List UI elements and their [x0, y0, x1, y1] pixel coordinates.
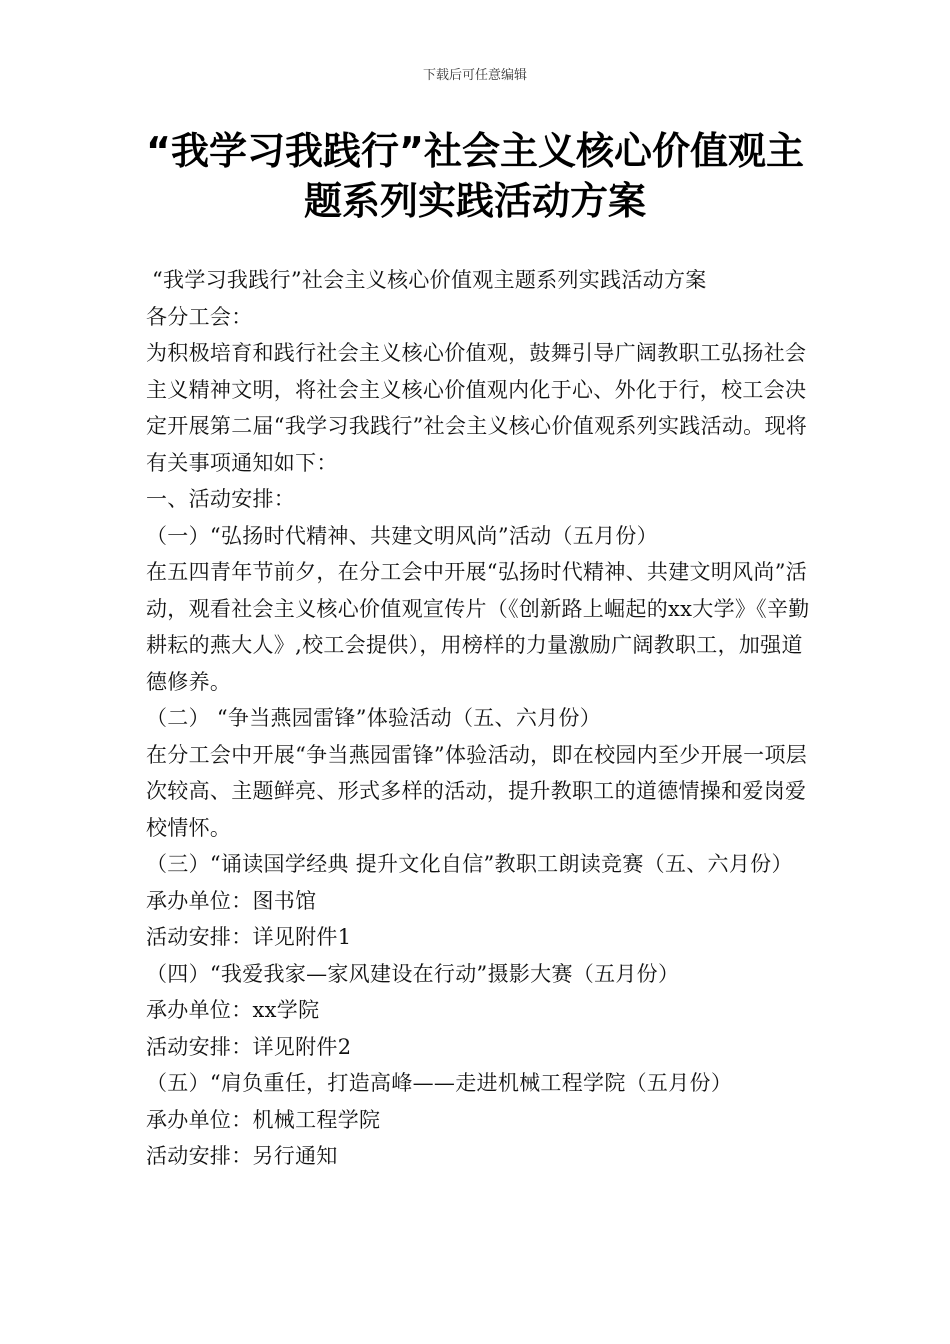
item-heading-4: （四）“我爱我家—家风建设在行动”摄影大赛（五月份） — [146, 961, 680, 986]
item-arrangement-5: 活动安排：另行通知 — [146, 1144, 338, 1168]
item-heading-1: （一）“弘扬时代精神、共建文明风尚”活动（五月份） — [146, 523, 658, 548]
item-heading-5: （五）“肩负重任，打造高峰——走进机械工程学院（五月份） — [146, 1071, 733, 1095]
item-paragraph-2: 在分工会中开展“争当燕园雷锋”体验活动，即在校园内至少开展一项层次较高、主题鲜亮、形式多样的活动，提升教职工的道德情操和爱岗爱校情怀。 — [146, 742, 808, 840]
intro-paragraph: 为积极培育和践行社会主义核心价值观，鼓舞引导广阔教职工弘扬社会主义精神文明，将社会主义核心价值观内化于心、外化于行，校工会决定开展第二届“我学习我践行”社会主义核心价值观系列实践活动。现将有关事项通知如下： — [146, 341, 808, 475]
item-heading-2: （二） “争当燕园雷锋”体验活动（五、六月份） — [146, 706, 602, 730]
item-organizer-3: 承办单位：图书馆 — [146, 888, 317, 913]
subtitle-paragraph: “我学习我践行”社会主义核心价值观主题系列实践活动方案 — [152, 268, 707, 292]
section-heading: 一、活动安排： — [146, 487, 296, 511]
item-arrangement-4: 活动安排：详见附件2 — [146, 1034, 352, 1059]
title-line-1: “我学习我践行”社会主义核心价值观主 — [146, 129, 804, 173]
item-paragraph-1: 在五四青年节前夕，在分工会中开展“弘扬时代精神、共建文明风尚”活动，观看社会主义核心价值观宣传片（《创新路上崛起的xx大学》《辛勤耕耘的燕大人》,校工会提供），用榜样的力量激励广阔教职工，加强道德修养。 — [146, 560, 810, 694]
title-line-2: 题系列实践活动方案 — [303, 179, 646, 223]
salutation: 各分工会： — [146, 304, 253, 329]
item-arrangement-3: 活动安排：详见附件1 — [146, 925, 352, 949]
item-organizer-5: 承办单位：机械工程学院 — [146, 1107, 381, 1132]
item-heading-3: （三）“诵读国学经典 提升文化自信”教职工朗读竞赛（五、六月份） — [146, 852, 793, 876]
document-title — [100, 126, 850, 226]
item-organizer-4: 承办单位：xx学院 — [146, 998, 320, 1022]
header-note: 下载后可任意编辑 — [422, 68, 527, 83]
document-body — [146, 262, 810, 1175]
